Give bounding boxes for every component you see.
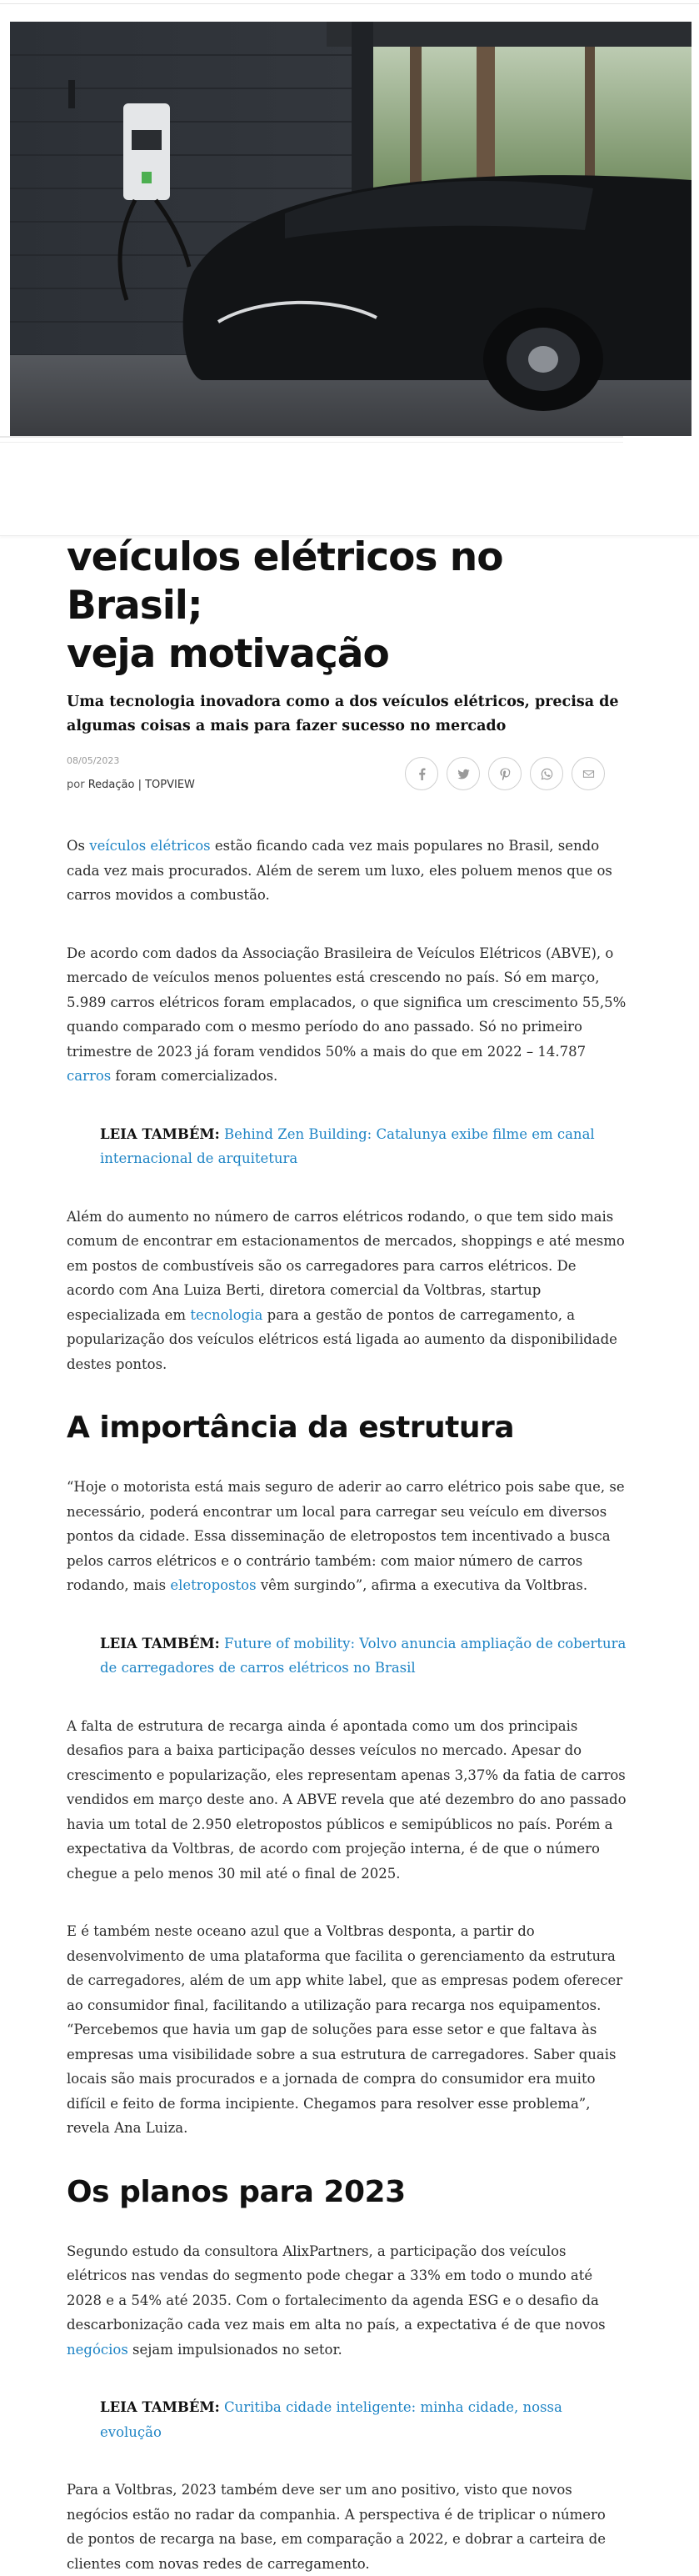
facebook-icon[interactable] bbox=[405, 757, 438, 790]
read-also-link-3[interactable]: Curitiba cidade inteligente: minha cidade, nossa evolução bbox=[100, 2399, 562, 2440]
pinterest-icon[interactable] bbox=[488, 757, 522, 790]
article-title bbox=[67, 534, 627, 679]
article-title-line-1: veículos elétricos no Brasil; bbox=[67, 534, 503, 629]
article-meta bbox=[67, 755, 627, 807]
article-subtitle: Uma tecnologia inovadora como a dos veículos elétricos, precisa de algumas coisas a mais para fazer sucesso no mercado bbox=[67, 694, 619, 734]
paragraph-5: A falta de estrutura de recarga ainda é apontada como um dos principais desafios para a baixa participação desses veículos no mercado. Apesar do crescimento e popularização, eles representam apenas 3,37% da fatia de carros vendidos em março deste ano. A ABVE revela que até dezembro do ano passado havia um total de 2.950 eletropostos públicos e semipúblicos no país. Porém a expectativa da Voltbras, de acordo com projeção interna, é de que o número chegue a pelo menos 30 mil até o final de 2025. bbox=[67, 1717, 627, 1882]
sticky-header-bar bbox=[0, 449, 699, 536]
email-icon[interactable] bbox=[572, 757, 605, 790]
read-also-2 bbox=[100, 1631, 627, 1681]
paragraph-6: E é também neste oceano azul que a Voltbras desponta, a partir do desenvolvimento de uma plataforma que facilita o gerenciamento da estrutura de carregadores, além de um app white label, que as empresas podem oferecer ao consumidor final, facilitando a utilização para recarga nos equipamentos. “Percebemos que havia um gap de soluções para esse setor e que faltava às empresas uma visibilidade sobre a sua estrutura de carregadores. Saber quais locais são mais procurados e a jornada de compra do consumidor era muito difícil e feito de forma incipiente. Chegamos para resolver esse problema”, revela Ana Luiza. bbox=[67, 1923, 623, 2136]
paragraph-7: Segundo estudo da consultora AlixPartners, a participação dos veículos elétricos nas vendas do segmento pode chegar a 33% em todo o mundo até 2028 e a 54% até 2035. Com o fortalecimento da agenda ESG e o desafio da descarbonização cada vez mais em alta no país, a expectativa é de que novos negócios sejam impulsionados no setor. bbox=[67, 2243, 606, 2358]
top-divider bbox=[0, 3, 699, 4]
publish-date: 08/05/2023 bbox=[67, 755, 120, 766]
link-veiculos-eletricos[interactable]: veículos elétricos bbox=[89, 838, 211, 854]
read-also-link-2[interactable]: Future of mobility: Volvo anuncia ampliação de cobertura de carregadores de carros elétricos no Brasil bbox=[100, 1635, 627, 1676]
article bbox=[67, 534, 627, 2576]
share-buttons bbox=[405, 757, 605, 790]
paragraph-3: Além do aumento no número de carros elétricos rodando, o que tem sido mais comum de encontrar em estacionamentos de mercados, shoppings e até mesmo em postos de combustíveis são os carregadores para carros elétricos. De acordo com Ana Luiza Berti, diretora comercial da Voltbras, startup especializada em tecnologia para a gestão de pontos de carregamento, a popularização dos veículos elétricos está ligada ao aumento da disponibilidade destes pontos. bbox=[67, 1208, 625, 1372]
paragraph-1: Os veículos elétricos estão ficando cada vez mais populares no Brasil, sendo cada vez mais procurados. Além de serem um luxo, eles poluem menos que os carros movidos a combustão. bbox=[67, 838, 612, 903]
link-carros[interactable]: carros bbox=[67, 1068, 112, 1084]
read-also-1 bbox=[100, 1122, 627, 1171]
read-also-3 bbox=[100, 2395, 627, 2444]
link-tecnologia[interactable]: tecnologia bbox=[190, 1306, 263, 1323]
byline-prefix: por bbox=[67, 779, 85, 791]
section-heading-estrutura: A importância da estrutura bbox=[67, 1411, 515, 1445]
paragraph-4: “Hoje o motorista está mais seguro de aderir ao carro elétrico pois sabe que, se necessário, poderá encontrar um local para carregar seu veículo em diversos pontos da cidade. Essa disseminação de eletropostos tem incentivado a busca pelos carros elétricos e o contrário também: com maior número de carros rodando, mais eletropostos vêm surgindo”, afirma a executiva da Voltbras. bbox=[67, 1479, 625, 1593]
hero-divider-thin bbox=[0, 442, 623, 443]
read-also-label: LEIA TAMBÉM: bbox=[100, 1125, 220, 1142]
paragraph-2: De acordo com dados da Associação Brasileira de Veículos Elétricos (ABVE), o mercado de veículos menos poluentes está crescendo no país. Só em março, 5.989 carros elétricos foram emplacados, o que significa um crescimento 55,5% quando comparado com o mesmo período do ano passado. Só no primeiro trimestre de 2023 já foram vendidos 50% a mais do que em 2022 – 14.787 carros foram comercializados. bbox=[67, 945, 627, 1084]
link-negocios[interactable]: negócios bbox=[67, 2341, 128, 2358]
section-heading-planos: Os planos para 2023 bbox=[67, 2174, 406, 2209]
whatsapp-icon[interactable] bbox=[530, 757, 563, 790]
link-eletropostos[interactable]: eletropostos bbox=[170, 1577, 257, 1593]
paragraph-8: Para a Voltbras, 2023 também deve ser um ano positivo, visto que novos negócios estão no radar da companhia. A perspectiva é de triplicar o número de pontos de recarga na base, em comparação a 2022, e dobrar a carteira de clientes com novas redes de carregamento. bbox=[67, 2482, 606, 2572]
twitter-icon[interactable] bbox=[447, 757, 480, 790]
byline bbox=[67, 779, 195, 791]
read-also-link-1[interactable]: Behind Zen Building: Catalunya exibe filme em canal internacional de arquitetura bbox=[100, 1125, 595, 1166]
hero-image bbox=[10, 22, 692, 436]
read-also-label: LEIA TAMBÉM: bbox=[100, 2399, 220, 2415]
hero-divider bbox=[0, 436, 623, 438]
article-title-line-2: veja motivação bbox=[67, 631, 389, 677]
read-also-label: LEIA TAMBÉM: bbox=[100, 1635, 220, 1651]
author-name[interactable]: Redação | TOPVIEW bbox=[87, 779, 195, 791]
